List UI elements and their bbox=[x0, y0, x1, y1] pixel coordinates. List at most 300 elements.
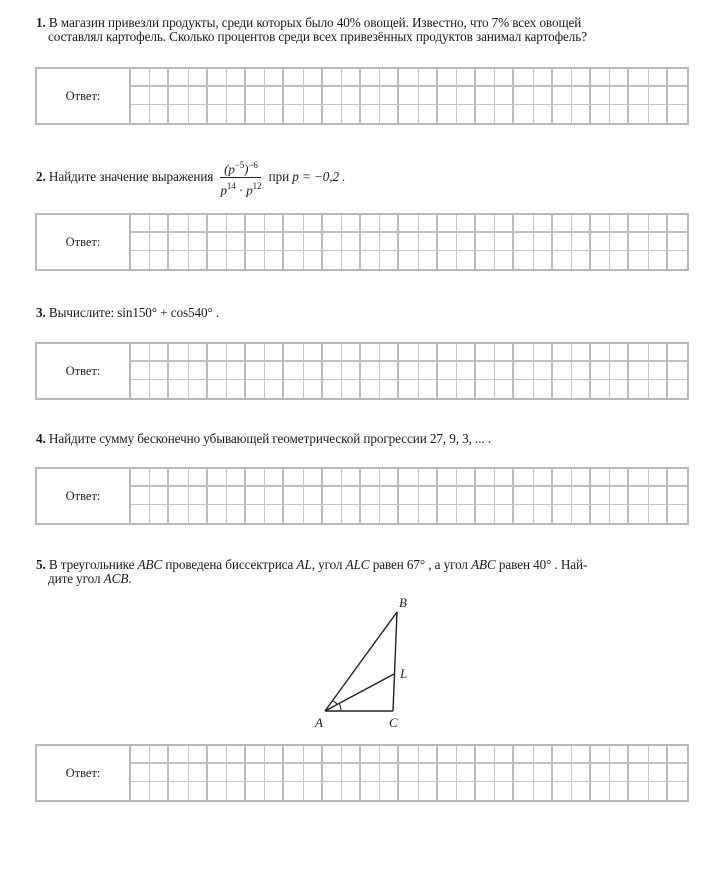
answer-cell[interactable] bbox=[419, 69, 438, 87]
answer-cell[interactable] bbox=[629, 105, 648, 123]
answer-cell[interactable] bbox=[227, 746, 246, 764]
answer-cell[interactable] bbox=[457, 764, 476, 782]
answer-cell[interactable] bbox=[246, 362, 265, 380]
answer-cell[interactable] bbox=[629, 380, 648, 398]
answer-cell[interactable] bbox=[227, 505, 246, 523]
answer-cell[interactable] bbox=[265, 505, 284, 523]
answer-cell[interactable] bbox=[476, 344, 495, 362]
answer-cell[interactable] bbox=[514, 251, 533, 269]
answer-cell[interactable] bbox=[649, 233, 668, 251]
answer-cell[interactable] bbox=[304, 782, 323, 800]
answer-cell[interactable] bbox=[246, 505, 265, 523]
answer-cell[interactable] bbox=[380, 469, 399, 487]
answer-cell[interactable] bbox=[169, 487, 188, 505]
answer-cell[interactable] bbox=[361, 344, 380, 362]
answer-cell[interactable] bbox=[514, 764, 533, 782]
answer-cell[interactable] bbox=[514, 105, 533, 123]
answer-cell[interactable] bbox=[457, 344, 476, 362]
answer-cell[interactable] bbox=[668, 487, 687, 505]
answer-cell[interactable] bbox=[265, 233, 284, 251]
answer-cell[interactable] bbox=[629, 233, 648, 251]
answer-cell[interactable] bbox=[265, 487, 284, 505]
answer-cell[interactable] bbox=[399, 764, 418, 782]
answer-cell[interactable] bbox=[419, 469, 438, 487]
answer-cell[interactable] bbox=[246, 746, 265, 764]
answer-cell[interactable] bbox=[476, 505, 495, 523]
answer-cell[interactable] bbox=[361, 87, 380, 105]
answer-grid[interactable] bbox=[131, 69, 687, 123]
answer-cell[interactable] bbox=[323, 764, 342, 782]
answer-cell[interactable] bbox=[629, 69, 648, 87]
answer-cell[interactable] bbox=[534, 782, 553, 800]
answer-cell[interactable] bbox=[572, 215, 591, 233]
answer-cell[interactable] bbox=[438, 251, 457, 269]
answer-cell[interactable] bbox=[169, 69, 188, 87]
answer-cell[interactable] bbox=[208, 344, 227, 362]
answer-cell[interactable] bbox=[323, 233, 342, 251]
answer-cell[interactable] bbox=[208, 233, 227, 251]
answer-cell[interactable] bbox=[304, 746, 323, 764]
answer-cell[interactable] bbox=[438, 469, 457, 487]
answer-cell[interactable] bbox=[246, 764, 265, 782]
answer-cell[interactable] bbox=[380, 105, 399, 123]
answer-cell[interactable] bbox=[610, 215, 629, 233]
answer-cell[interactable] bbox=[514, 746, 533, 764]
answer-cell[interactable] bbox=[342, 764, 361, 782]
answer-cell[interactable] bbox=[457, 505, 476, 523]
answer-cell[interactable] bbox=[399, 69, 418, 87]
answer-cell[interactable] bbox=[553, 469, 572, 487]
answer-cell[interactable] bbox=[227, 87, 246, 105]
answer-cell[interactable] bbox=[399, 469, 418, 487]
answer-cell[interactable] bbox=[514, 469, 533, 487]
answer-cell[interactable] bbox=[457, 782, 476, 800]
answer-cell[interactable] bbox=[534, 362, 553, 380]
answer-cell[interactable] bbox=[419, 505, 438, 523]
answer-cell[interactable] bbox=[323, 469, 342, 487]
answer-cell[interactable] bbox=[610, 344, 629, 362]
answer-cell[interactable] bbox=[265, 87, 284, 105]
answer-cell[interactable] bbox=[150, 505, 169, 523]
answer-cell[interactable] bbox=[572, 87, 591, 105]
answer-cell[interactable] bbox=[629, 87, 648, 105]
answer-cell[interactable] bbox=[342, 505, 361, 523]
answer-cell[interactable] bbox=[265, 215, 284, 233]
answer-cell[interactable] bbox=[265, 362, 284, 380]
answer-cell[interactable] bbox=[399, 487, 418, 505]
answer-cell[interactable] bbox=[284, 215, 303, 233]
answer-cell[interactable] bbox=[246, 69, 265, 87]
answer-cell[interactable] bbox=[342, 380, 361, 398]
answer-cell[interactable] bbox=[553, 233, 572, 251]
answer-cell[interactable] bbox=[208, 380, 227, 398]
answer-cell[interactable] bbox=[208, 782, 227, 800]
answer-cell[interactable] bbox=[610, 469, 629, 487]
answer-cell[interactable] bbox=[150, 469, 169, 487]
answer-cell[interactable] bbox=[323, 87, 342, 105]
answer-cell[interactable] bbox=[342, 362, 361, 380]
answer-cell[interactable] bbox=[342, 69, 361, 87]
answer-cell[interactable] bbox=[591, 746, 610, 764]
answer-cell[interactable] bbox=[476, 764, 495, 782]
answer-cell[interactable] bbox=[572, 380, 591, 398]
answer-cell[interactable] bbox=[649, 69, 668, 87]
answer-cell[interactable] bbox=[265, 251, 284, 269]
answer-cell[interactable] bbox=[591, 215, 610, 233]
answer-cell[interactable] bbox=[227, 782, 246, 800]
answer-cell[interactable] bbox=[169, 233, 188, 251]
answer-cell[interactable] bbox=[668, 505, 687, 523]
answer-cell[interactable] bbox=[438, 782, 457, 800]
answer-cell[interactable] bbox=[189, 69, 208, 87]
answer-cell[interactable] bbox=[438, 344, 457, 362]
answer-cell[interactable] bbox=[649, 215, 668, 233]
answer-cell[interactable] bbox=[399, 746, 418, 764]
answer-cell[interactable] bbox=[131, 69, 150, 87]
answer-cell[interactable] bbox=[610, 233, 629, 251]
answer-cell[interactable] bbox=[553, 251, 572, 269]
answer-cell[interactable] bbox=[131, 764, 150, 782]
answer-cell[interactable] bbox=[668, 380, 687, 398]
answer-cell[interactable] bbox=[438, 362, 457, 380]
answer-cell[interactable] bbox=[610, 746, 629, 764]
answer-cell[interactable] bbox=[361, 362, 380, 380]
answer-cell[interactable] bbox=[284, 505, 303, 523]
answer-cell[interactable] bbox=[208, 251, 227, 269]
answer-cell[interactable] bbox=[514, 505, 533, 523]
answer-cell[interactable] bbox=[342, 215, 361, 233]
answer-cell[interactable] bbox=[514, 87, 533, 105]
answer-cell[interactable] bbox=[131, 487, 150, 505]
answer-cell[interactable] bbox=[342, 487, 361, 505]
answer-cell[interactable] bbox=[361, 380, 380, 398]
answer-box-3[interactable] bbox=[35, 342, 689, 400]
answer-cell[interactable] bbox=[495, 746, 514, 764]
answer-cell[interactable] bbox=[457, 746, 476, 764]
answer-cell[interactable] bbox=[150, 87, 169, 105]
answer-cell[interactable] bbox=[649, 362, 668, 380]
answer-cell[interactable] bbox=[553, 487, 572, 505]
answer-box-1[interactable] bbox=[35, 67, 689, 125]
answer-cell[interactable] bbox=[304, 87, 323, 105]
answer-cell[interactable] bbox=[323, 105, 342, 123]
answer-cell[interactable] bbox=[553, 69, 572, 87]
answer-cell[interactable] bbox=[399, 505, 418, 523]
answer-cell[interactable] bbox=[668, 469, 687, 487]
answer-cell[interactable] bbox=[169, 362, 188, 380]
answer-cell[interactable] bbox=[591, 69, 610, 87]
answer-box-5[interactable] bbox=[35, 744, 689, 802]
answer-cell[interactable] bbox=[534, 487, 553, 505]
answer-cell[interactable] bbox=[208, 87, 227, 105]
answer-cell[interactable] bbox=[419, 105, 438, 123]
answer-cell[interactable] bbox=[169, 87, 188, 105]
answer-cell[interactable] bbox=[610, 487, 629, 505]
answer-cell[interactable] bbox=[534, 469, 553, 487]
answer-cell[interactable] bbox=[457, 105, 476, 123]
answer-cell[interactable] bbox=[323, 487, 342, 505]
answer-cell[interactable] bbox=[227, 487, 246, 505]
answer-cell[interactable] bbox=[284, 69, 303, 87]
answer-cell[interactable] bbox=[265, 105, 284, 123]
answer-cell[interactable] bbox=[534, 746, 553, 764]
answer-cell[interactable] bbox=[131, 233, 150, 251]
answer-cell[interactable] bbox=[668, 215, 687, 233]
answer-cell[interactable] bbox=[419, 344, 438, 362]
answer-cell[interactable] bbox=[438, 105, 457, 123]
answer-cell[interactable] bbox=[610, 105, 629, 123]
answer-cell[interactable] bbox=[399, 782, 418, 800]
answer-cell[interactable] bbox=[649, 87, 668, 105]
answer-cell[interactable] bbox=[534, 87, 553, 105]
answer-cell[interactable] bbox=[150, 215, 169, 233]
answer-cell[interactable] bbox=[150, 233, 169, 251]
answer-cell[interactable] bbox=[169, 764, 188, 782]
answer-cell[interactable] bbox=[668, 782, 687, 800]
answer-cell[interactable] bbox=[304, 362, 323, 380]
answer-cell[interactable] bbox=[304, 764, 323, 782]
answer-cell[interactable] bbox=[361, 505, 380, 523]
answer-cell[interactable] bbox=[553, 362, 572, 380]
answer-cell[interactable] bbox=[189, 344, 208, 362]
answer-cell[interactable] bbox=[227, 233, 246, 251]
answer-cell[interactable] bbox=[150, 69, 169, 87]
answer-cell[interactable] bbox=[265, 69, 284, 87]
answer-cell[interactable] bbox=[380, 87, 399, 105]
answer-cell[interactable] bbox=[361, 233, 380, 251]
answer-cell[interactable] bbox=[227, 105, 246, 123]
answer-cell[interactable] bbox=[438, 380, 457, 398]
answer-cell[interactable] bbox=[553, 215, 572, 233]
answer-cell[interactable] bbox=[572, 362, 591, 380]
answer-cell[interactable] bbox=[304, 344, 323, 362]
answer-cell[interactable] bbox=[457, 487, 476, 505]
answer-cell[interactable] bbox=[189, 746, 208, 764]
answer-grid[interactable] bbox=[131, 469, 687, 523]
answer-cell[interactable] bbox=[131, 215, 150, 233]
answer-cell[interactable] bbox=[380, 215, 399, 233]
answer-cell[interactable] bbox=[591, 505, 610, 523]
answer-cell[interactable] bbox=[150, 251, 169, 269]
answer-cell[interactable] bbox=[361, 469, 380, 487]
answer-cell[interactable] bbox=[610, 87, 629, 105]
answer-cell[interactable] bbox=[668, 251, 687, 269]
answer-cell[interactable] bbox=[342, 782, 361, 800]
answer-cell[interactable] bbox=[323, 362, 342, 380]
answer-cell[interactable] bbox=[419, 487, 438, 505]
answer-cell[interactable] bbox=[457, 233, 476, 251]
answer-cell[interactable] bbox=[553, 380, 572, 398]
answer-cell[interactable] bbox=[649, 746, 668, 764]
answer-cell[interactable] bbox=[495, 505, 514, 523]
answer-cell[interactable] bbox=[495, 344, 514, 362]
answer-cell[interactable] bbox=[208, 215, 227, 233]
answer-cell[interactable] bbox=[323, 69, 342, 87]
answer-cell[interactable] bbox=[380, 505, 399, 523]
answer-cell[interactable] bbox=[304, 215, 323, 233]
answer-cell[interactable] bbox=[476, 782, 495, 800]
answer-cell[interactable] bbox=[208, 469, 227, 487]
answer-cell[interactable] bbox=[514, 782, 533, 800]
answer-cell[interactable] bbox=[419, 746, 438, 764]
answer-cell[interactable] bbox=[169, 505, 188, 523]
answer-cell[interactable] bbox=[169, 469, 188, 487]
answer-cell[interactable] bbox=[380, 344, 399, 362]
answer-cell[interactable] bbox=[495, 87, 514, 105]
answer-cell[interactable] bbox=[131, 362, 150, 380]
answer-cell[interactable] bbox=[534, 233, 553, 251]
answer-cell[interactable] bbox=[591, 380, 610, 398]
answer-cell[interactable] bbox=[304, 251, 323, 269]
answer-cell[interactable] bbox=[553, 87, 572, 105]
answer-cell[interactable] bbox=[131, 380, 150, 398]
answer-cell[interactable] bbox=[572, 233, 591, 251]
answer-cell[interactable] bbox=[419, 782, 438, 800]
answer-cell[interactable] bbox=[189, 487, 208, 505]
answer-cell[interactable] bbox=[649, 380, 668, 398]
answer-cell[interactable] bbox=[668, 362, 687, 380]
answer-cell[interactable] bbox=[284, 469, 303, 487]
answer-cell[interactable] bbox=[227, 69, 246, 87]
answer-cell[interactable] bbox=[265, 344, 284, 362]
answer-cell[interactable] bbox=[591, 105, 610, 123]
answer-cell[interactable] bbox=[572, 69, 591, 87]
answer-cell[interactable] bbox=[534, 505, 553, 523]
answer-cell[interactable] bbox=[208, 362, 227, 380]
answer-cell[interactable] bbox=[208, 105, 227, 123]
answer-cell[interactable] bbox=[380, 233, 399, 251]
answer-cell[interactable] bbox=[572, 487, 591, 505]
answer-cell[interactable] bbox=[476, 380, 495, 398]
answer-cell[interactable] bbox=[476, 105, 495, 123]
answer-cell[interactable] bbox=[323, 251, 342, 269]
answer-cell[interactable] bbox=[572, 251, 591, 269]
answer-cell[interactable] bbox=[227, 380, 246, 398]
answer-cell[interactable] bbox=[649, 505, 668, 523]
answer-box-4[interactable] bbox=[35, 467, 689, 525]
answer-cell[interactable] bbox=[457, 469, 476, 487]
answer-cell[interactable] bbox=[342, 469, 361, 487]
answer-cell[interactable] bbox=[265, 764, 284, 782]
answer-cell[interactable] bbox=[380, 782, 399, 800]
answer-cell[interactable] bbox=[284, 487, 303, 505]
answer-cell[interactable] bbox=[419, 233, 438, 251]
answer-cell[interactable] bbox=[150, 105, 169, 123]
answer-cell[interactable] bbox=[265, 469, 284, 487]
answer-cell[interactable] bbox=[495, 469, 514, 487]
answer-cell[interactable] bbox=[304, 233, 323, 251]
answer-cell[interactable] bbox=[514, 69, 533, 87]
answer-cell[interactable] bbox=[284, 782, 303, 800]
answer-cell[interactable] bbox=[399, 380, 418, 398]
answer-cell[interactable] bbox=[591, 344, 610, 362]
answer-cell[interactable] bbox=[476, 215, 495, 233]
answer-cell[interactable] bbox=[553, 782, 572, 800]
answer-cell[interactable] bbox=[553, 344, 572, 362]
answer-cell[interactable] bbox=[419, 251, 438, 269]
answer-cell[interactable] bbox=[572, 505, 591, 523]
answer-cell[interactable] bbox=[457, 215, 476, 233]
answer-cell[interactable] bbox=[495, 69, 514, 87]
answer-cell[interactable] bbox=[131, 782, 150, 800]
answer-cell[interactable] bbox=[476, 469, 495, 487]
answer-grid[interactable] bbox=[131, 344, 687, 398]
answer-cell[interactable] bbox=[380, 362, 399, 380]
answer-cell[interactable] bbox=[361, 215, 380, 233]
answer-cell[interactable] bbox=[438, 215, 457, 233]
answer-cell[interactable] bbox=[476, 362, 495, 380]
answer-cell[interactable] bbox=[649, 782, 668, 800]
answer-cell[interactable] bbox=[629, 215, 648, 233]
answer-cell[interactable] bbox=[227, 469, 246, 487]
answer-cell[interactable] bbox=[227, 215, 246, 233]
answer-cell[interactable] bbox=[610, 505, 629, 523]
answer-cell[interactable] bbox=[514, 344, 533, 362]
answer-cell[interactable] bbox=[495, 764, 514, 782]
answer-cell[interactable] bbox=[208, 764, 227, 782]
answer-cell[interactable] bbox=[227, 362, 246, 380]
answer-cell[interactable] bbox=[361, 764, 380, 782]
answer-cell[interactable] bbox=[380, 764, 399, 782]
answer-cell[interactable] bbox=[323, 380, 342, 398]
answer-cell[interactable] bbox=[629, 251, 648, 269]
answer-cell[interactable] bbox=[150, 764, 169, 782]
answer-cell[interactable] bbox=[169, 380, 188, 398]
answer-cell[interactable] bbox=[246, 251, 265, 269]
answer-cell[interactable] bbox=[629, 344, 648, 362]
answer-cell[interactable] bbox=[514, 380, 533, 398]
answer-cell[interactable] bbox=[476, 233, 495, 251]
answer-cell[interactable] bbox=[323, 505, 342, 523]
answer-cell[interactable] bbox=[649, 344, 668, 362]
answer-cell[interactable] bbox=[495, 215, 514, 233]
answer-cell[interactable] bbox=[495, 487, 514, 505]
answer-cell[interactable] bbox=[438, 69, 457, 87]
answer-cell[interactable] bbox=[169, 105, 188, 123]
answer-cell[interactable] bbox=[227, 344, 246, 362]
answer-cell[interactable] bbox=[514, 362, 533, 380]
answer-cell[interactable] bbox=[649, 764, 668, 782]
answer-cell[interactable] bbox=[495, 251, 514, 269]
answer-cell[interactable] bbox=[227, 764, 246, 782]
answer-cell[interactable] bbox=[361, 69, 380, 87]
answer-cell[interactable] bbox=[553, 764, 572, 782]
answer-cell[interactable] bbox=[649, 487, 668, 505]
answer-cell[interactable] bbox=[169, 782, 188, 800]
answer-cell[interactable] bbox=[189, 87, 208, 105]
answer-cell[interactable] bbox=[342, 87, 361, 105]
answer-cell[interactable] bbox=[284, 344, 303, 362]
answer-cell[interactable] bbox=[419, 215, 438, 233]
answer-cell[interactable] bbox=[246, 105, 265, 123]
answer-cell[interactable] bbox=[591, 251, 610, 269]
answer-cell[interactable] bbox=[553, 505, 572, 523]
answer-cell[interactable] bbox=[342, 344, 361, 362]
answer-cell[interactable] bbox=[495, 362, 514, 380]
answer-cell[interactable] bbox=[304, 380, 323, 398]
answer-cell[interactable] bbox=[150, 487, 169, 505]
answer-cell[interactable] bbox=[304, 487, 323, 505]
answer-grid[interactable] bbox=[131, 215, 687, 269]
answer-cell[interactable] bbox=[591, 782, 610, 800]
answer-box-2[interactable] bbox=[35, 213, 689, 271]
answer-cell[interactable] bbox=[208, 746, 227, 764]
answer-cell[interactable] bbox=[591, 233, 610, 251]
answer-cell[interactable] bbox=[572, 469, 591, 487]
answer-cell[interactable] bbox=[591, 362, 610, 380]
answer-cell[interactable] bbox=[399, 233, 418, 251]
answer-cell[interactable] bbox=[514, 215, 533, 233]
